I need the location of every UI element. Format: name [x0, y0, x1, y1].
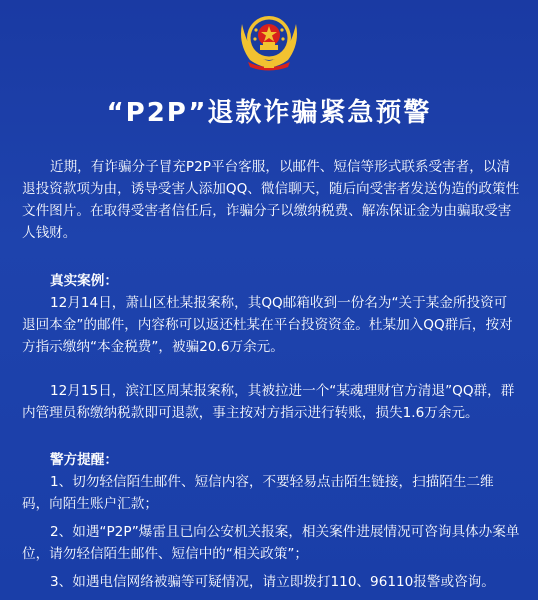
police-emblem-icon	[234, 4, 304, 74]
tip-item-2: 2、如遇“P2P”爆雷且已向公安机关报案，相关案件进展情况可咨询具体办案单位，请勿轻信陌生邮件、短信中的“相关政策”；	[22, 524, 520, 562]
cases-heading: 真实案例：	[50, 273, 118, 289]
tip-item-3: 3、如遇电信网络被骗等可疑情况，请立即拨打110、96110报警或咨询。	[50, 574, 495, 590]
tips-heading: 警方提醒：	[50, 452, 118, 468]
page-title: “P2P”退款诈骗紧急预警	[106, 98, 432, 128]
case-item-2: 12月15日，滨江区周某报案称，其被拉进一个“某魂理财官方清退”QQ群，群内管理员称缴纳税款即可退款，事主按对方指示进行转账，损失1.6万余元。	[22, 383, 515, 421]
intro-paragraph: 近期，有诈骗分子冒充P2P平台客服，以邮件、短信等形式联系受害者，以清退投资款项为由，诱导受害人添加QQ、微信聊天，随后向受害者发送伪造的政策性文件图片。在取得受害者信任后，诈骗分子以缴纳税费、解冻保证金为由骗取受害人钱财。	[22, 159, 520, 241]
tip-item-1: 1、切勿轻信陌生邮件、短信内容，不要轻易点击陌生链接，扫描陌生二维码，向陌生账户汇款；	[22, 474, 494, 512]
case-item-1: 12月14日，萧山区杜某报案称，其QQ邮箱收到一份名为“关于某金所投资可退回本金”的邮件，内容称可以返还杜某在平台投资资金。杜某加入QQ群后，按对方指示缴纳“本金税费”，被骗20.6万余元。	[22, 295, 513, 355]
